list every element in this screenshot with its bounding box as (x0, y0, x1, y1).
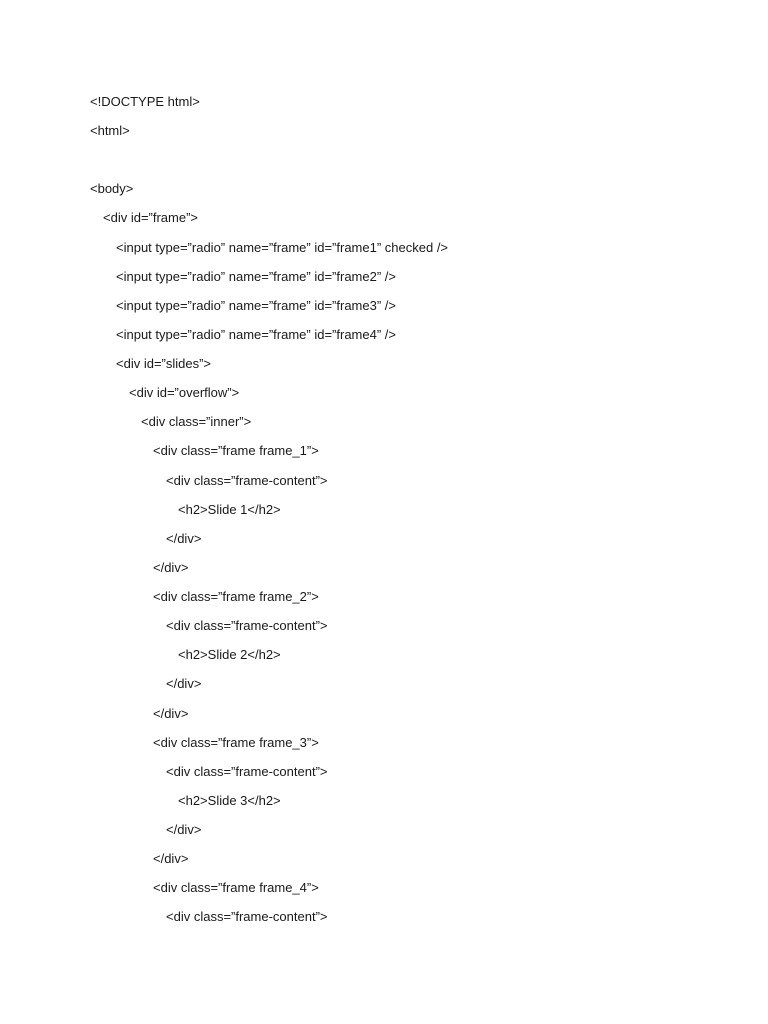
code-line: <input type=”radio” name=”frame” id=”frame4” /> (116, 327, 396, 342)
code-line: <div id=”frame”> (103, 210, 199, 225)
code-line: <div id=”slides”> (116, 356, 212, 371)
code-line: <input type=”radio” name=”frame” id=”frame2” /> (116, 269, 396, 284)
code-line: </div> (166, 822, 202, 837)
code-line: <input type=”radio” name=”frame” id=”frame1” checked /> (116, 240, 449, 255)
code-line: </div> (166, 676, 202, 691)
code-line: <div class=”frame frame_3”> (153, 735, 319, 750)
code-line: <input type=”radio” name=”frame” id=”frame3” /> (116, 298, 396, 313)
code-line: <body> (90, 181, 134, 196)
code-line: <h2>Slide 2</h2> (178, 647, 281, 662)
code-line: <div class=”frame-content”> (166, 909, 328, 924)
code-line: <html> (90, 123, 130, 138)
code-line: <div class=”frame frame_4”> (153, 880, 319, 895)
code-line: <div id=”overflow”> (129, 385, 240, 400)
code-line: </div> (153, 560, 189, 575)
code-line: </div> (153, 851, 189, 866)
code-line: <div class=”inner”> (141, 414, 252, 429)
code-line: <div class=”frame-content”> (166, 618, 328, 633)
code-line: <div class=”frame-content”> (166, 473, 328, 488)
code-line: <h2>Slide 1</h2> (178, 502, 281, 517)
code-line: </div> (153, 706, 189, 721)
code-line: <div class=”frame frame_1”> (153, 443, 319, 458)
code-line: <!DOCTYPE html> (90, 94, 200, 109)
code-line: <h2>Slide 3</h2> (178, 793, 281, 808)
code-line: </div> (166, 531, 202, 546)
code-line: <div class=”frame-content”> (166, 764, 328, 779)
code-line: <div class=”frame frame_2”> (153, 589, 319, 604)
